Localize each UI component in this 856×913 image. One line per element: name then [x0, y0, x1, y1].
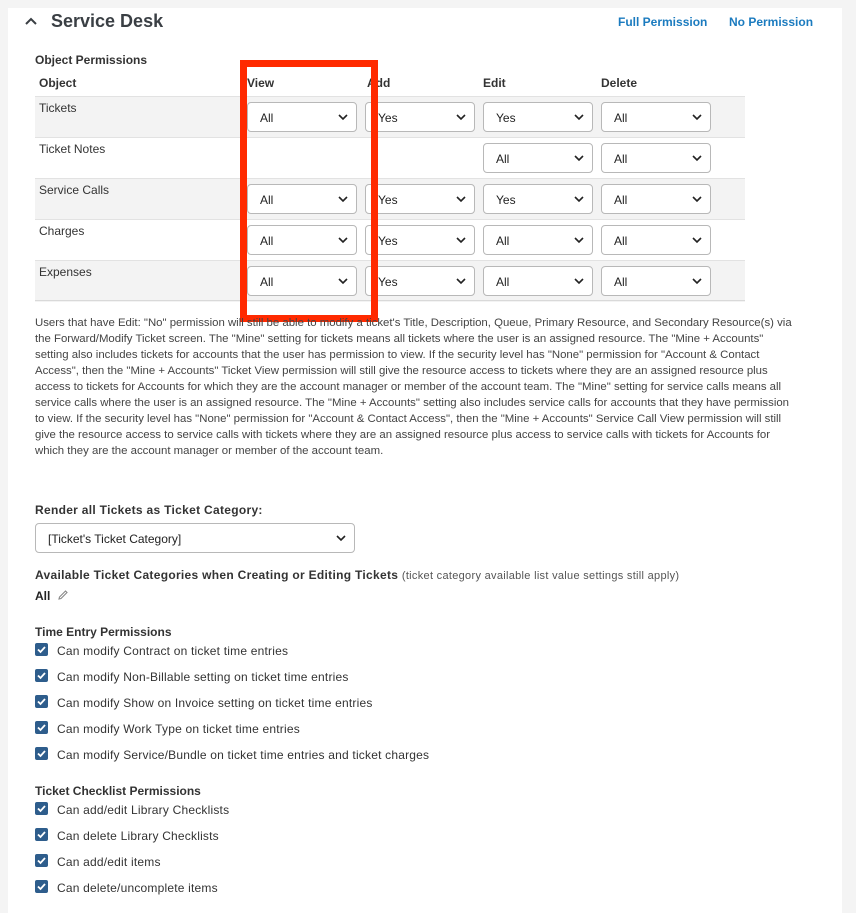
add-select[interactable]: [365, 225, 475, 255]
select-value: Yes: [378, 111, 398, 125]
view-select[interactable]: [247, 102, 357, 132]
chevron-down-icon: [456, 237, 466, 244]
check-icon: [36, 829, 47, 840]
chevron-down-icon: [692, 196, 702, 203]
edit-select[interactable]: [483, 184, 593, 214]
select-value: All: [614, 275, 628, 289]
chevron-down-icon: [456, 278, 466, 285]
non-billable-checkbox[interactable]: [35, 669, 48, 682]
check-icon: [36, 855, 47, 866]
col-view-header: View: [247, 76, 275, 90]
check-icon: [36, 670, 47, 681]
available-categories-note: (ticket category available list value settings still apply): [401, 570, 680, 582]
no-permission-link[interactable]: No Permission: [729, 15, 814, 29]
render-category-label: Render all Tickets as Ticket Category:: [35, 503, 263, 517]
object-permissions-label: Object Permissions: [35, 53, 148, 67]
table-row: [35, 96, 745, 138]
checkbox-label: Can modify Service/Bundle on ticket time entries and ticket charges: [57, 748, 430, 762]
view-select[interactable]: [247, 184, 357, 214]
available-categories-title: Available Ticket Categories when Creating or Editing Tickets: [35, 568, 399, 582]
delete-library-checkbox[interactable]: [35, 828, 48, 841]
delete-select[interactable]: [601, 266, 711, 296]
delete-select[interactable]: [601, 184, 711, 214]
delete-uncomplete-checkbox[interactable]: [35, 880, 48, 893]
add-select[interactable]: [365, 102, 475, 132]
checkbox-label: Can modify Show on Invoice setting on ticket time entries: [57, 696, 373, 710]
select-value: All: [260, 234, 274, 248]
select-value: All: [496, 152, 510, 166]
table-bottom-divider: [35, 300, 745, 301]
object-name: Tickets: [39, 101, 77, 115]
section-title: Service Desk: [51, 11, 164, 31]
chevron-down-icon: [338, 114, 348, 121]
edit-select[interactable]: [483, 266, 593, 296]
check-icon: [36, 803, 47, 814]
chevron-down-icon: [574, 155, 584, 162]
view-select[interactable]: [247, 225, 357, 255]
checkbox-label: Can delete/uncomplete items: [57, 881, 218, 895]
check-icon: [36, 644, 47, 655]
select-value: All: [496, 234, 510, 248]
add-select[interactable]: [365, 266, 475, 296]
time-entry-label: Time Entry Permissions: [35, 625, 172, 639]
check-icon: [36, 748, 47, 759]
select-value: All: [260, 275, 274, 289]
chevron-down-icon: [338, 237, 348, 244]
full-permission-link[interactable]: Full Permission: [618, 15, 708, 29]
select-value: Yes: [496, 193, 516, 207]
check-icon: [36, 881, 47, 892]
chevron-down-icon: [456, 196, 466, 203]
object-name: Ticket Notes: [39, 142, 106, 156]
select-value: [Ticket's Ticket Category]: [48, 532, 182, 546]
checkbox-label: Can modify Work Type on ticket time entries: [57, 722, 300, 736]
select-value: All: [496, 275, 510, 289]
object-name: Expenses: [39, 265, 92, 279]
chevron-up-icon[interactable]: [25, 16, 37, 26]
chevron-down-icon: [692, 155, 702, 162]
chevron-down-icon: [336, 535, 346, 542]
select-value: All: [260, 193, 274, 207]
select-value: All: [614, 234, 628, 248]
checkbox-label: Can delete Library Checklists: [57, 829, 219, 843]
add-select[interactable]: [365, 184, 475, 214]
checklist-label: Ticket Checklist Permissions: [35, 784, 201, 798]
chevron-down-icon: [574, 114, 584, 121]
chevron-down-icon: [692, 237, 702, 244]
chevron-down-icon: [574, 196, 584, 203]
service-bundle-checkbox[interactable]: [35, 747, 48, 760]
col-edit-header: Edit: [483, 76, 506, 90]
table-row: [35, 137, 745, 179]
chevron-down-icon: [338, 196, 348, 203]
select-value: All: [260, 111, 274, 125]
available-categories-value: All: [35, 589, 51, 603]
table-row: [35, 260, 745, 302]
pencil-icon[interactable]: [57, 589, 69, 601]
table-row: [35, 219, 745, 261]
col-delete-header: Delete: [601, 76, 638, 90]
object-name: Charges: [39, 224, 85, 238]
permissions-note: Users that have Edit: "No" permission will still be able to modify a ticket's Title, Description, Queue, Primary Resource, and Secondary Resource(s) via the Forward/Modify Ticket screen. The "Mine" setting for tickets means all tickets where the user is an assigned resource. The "Mine + Accounts" setting also includes tickets for accounts that the user has permission to view. If the security level has "None" permission for "Account & Contact Access", then the "Mine + Accounts" Ticket View permission will still give the resource access to tickets where they are an assigned resource plus access to tickets for Accounts for which they are the account manager or member of the account team. The "Mine" setting for service calls means all service calls where the user is an assigned resource. The "Mine + Accounts" setting also includes service calls for accounts that they have permission to view. If the security level has "None" permission for "Account & Contact Access", then the "Mine + Accounts" Service Call View permission will still give the resource access to service calls with tickets where they are an assigned resource plus access to service calls with tickets for Accounts for which they are the account manager or member of the account team.: [35, 317, 792, 457]
edit-select[interactable]: [483, 102, 593, 132]
add-edit-items-checkbox[interactable]: [35, 854, 48, 867]
chevron-down-icon: [692, 278, 702, 285]
chevron-down-icon: [574, 278, 584, 285]
checkbox-label: Can modify Non-Billable setting on ticket time entries: [57, 670, 349, 684]
object-name: Service Calls: [39, 183, 110, 197]
work-type-checkbox[interactable]: [35, 721, 48, 734]
chevron-down-icon: [456, 114, 466, 121]
select-value: Yes: [378, 275, 398, 289]
section-header: [8, 8, 842, 38]
add-edit-library-checkbox[interactable]: [35, 802, 48, 815]
checkbox-label: Can add/edit items: [57, 855, 161, 869]
checkbox-label: Can modify Contract on ticket time entries: [57, 644, 289, 658]
delete-select[interactable]: [601, 225, 711, 255]
chevron-down-icon: [692, 114, 702, 121]
show-on-invoice-checkbox[interactable]: [35, 695, 48, 708]
check-icon: [36, 696, 47, 707]
col-object-header: Object: [39, 76, 77, 90]
view-select[interactable]: [247, 266, 357, 296]
select-value: All: [614, 111, 628, 125]
chevron-down-icon: [574, 237, 584, 244]
available-categories-label: [35, 568, 679, 582]
select-value: Yes: [378, 234, 398, 248]
delete-select[interactable]: [601, 102, 711, 132]
select-value: Yes: [378, 193, 398, 207]
render-category-select[interactable]: [35, 523, 355, 553]
col-add-header: Add: [367, 76, 391, 90]
contract-checkbox[interactable]: [35, 643, 48, 656]
service-desk-panel: [8, 8, 842, 913]
edit-select[interactable]: [483, 225, 593, 255]
checkbox-label: Can add/edit Library Checklists: [57, 803, 230, 817]
chevron-down-icon: [338, 278, 348, 285]
select-value: All: [614, 193, 628, 207]
select-value: All: [614, 152, 628, 166]
edit-select[interactable]: [483, 143, 593, 173]
table-row: [35, 178, 745, 220]
select-value: Yes: [496, 111, 516, 125]
delete-select[interactable]: [601, 143, 711, 173]
check-icon: [36, 722, 47, 733]
